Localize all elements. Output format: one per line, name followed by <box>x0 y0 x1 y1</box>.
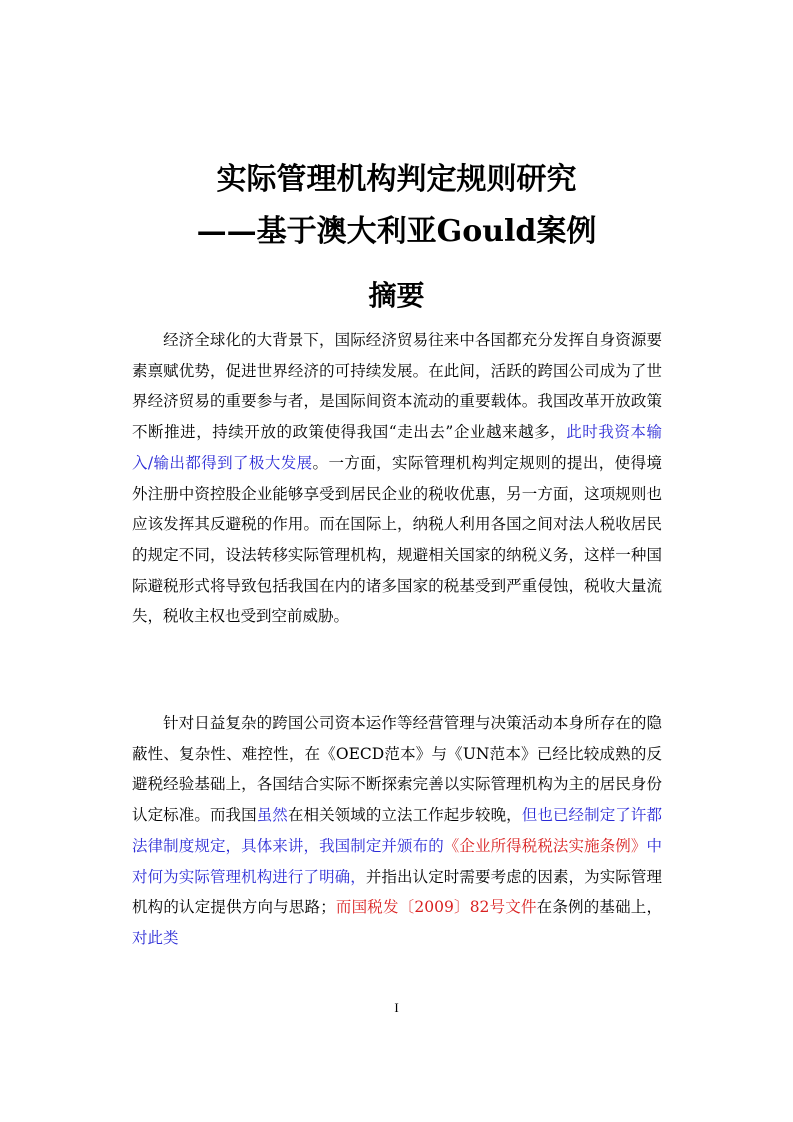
document-title: 实际管理机构判定规则研究 <box>216 162 577 197</box>
paragraph-2-text-d: 在条例的基础上， <box>536 898 662 917</box>
abstract-paragraph-2 <box>132 708 662 954</box>
paragraph-1-highlight-blue: 此时我资本输入/输出都得到了极大发展 <box>132 423 662 472</box>
paragraph-2-highlight-blue-4: 对此类 <box>132 928 179 947</box>
page-number: I <box>394 1000 399 1015</box>
abstract-heading: 摘要 <box>368 279 425 312</box>
paragraph-2-text-b: 在相关领域的立法工作起步较晚， <box>287 806 522 825</box>
paragraph-2-text-a: 针对日益复杂的跨国公司资本运作等经营管理与决策活动本身所存在的隐蔽性、复杂性、难控性，在《OECD范本》与《UN范本》已经比较成熟的反避税经验基础上，各国结合实际不断探索完善以实际管理机构为主的居民身份认定标准。而我国 <box>132 714 662 825</box>
paragraph-2-text-c: 并指出认定时需要考虑的因素，为实际管理机构的认定提供方向与思路； <box>132 867 662 917</box>
paragraph-2-highlight-blue-3: 中对何为实际管理机构进行了明确， <box>132 836 662 886</box>
paragraph-1-text-a: 经济全球化的大背景下，国际经济贸易往来中各国都充分发挥自身资源要素禀赋优势，促进世界经济的可持续发展。在此间，活跃的跨国公司成为了世界经济贸易的重要参与者，是国际间资本流动的重要载体。我国改革开放政策不断推进，持续开放的政策使得我国“走出去”企业越来越多， <box>132 331 662 442</box>
abstract-paragraph-1 <box>132 325 662 632</box>
paragraph-1-text-b: 。一方面，实际管理机构判定规则的提出，使得境外注册中资控股企业能够享受到居民企业的税收优惠，另一方面，这项规则也应该发挥其反避税的作用。而在国际上，纳税人利用各国之间对法人税收居民的规定不同，设法转移实际管理机构，规避相关国家的纳税义务，这样一种国际避税形式将导致包括我国在内的诸多国家的税基受到严重侵蚀，税收大量流失，税收主权也受到空前威胁。 <box>132 453 662 626</box>
paragraph-2-highlight-red-2: 而国税发〔2009〕82号文件 <box>335 898 537 917</box>
paragraph-2-highlight-blue-2: 但也已经制定了许都法律制度规定，具体来讲，我国制定并颁布的 <box>132 806 662 855</box>
document-subtitle: ——基于澳大利亚Gould案例 <box>196 214 597 249</box>
paragraph-2-highlight-red-1: 《企业所得税税法实施条例》 <box>443 836 647 855</box>
paragraph-2-highlight-blue-1: 虽然 <box>256 806 288 825</box>
